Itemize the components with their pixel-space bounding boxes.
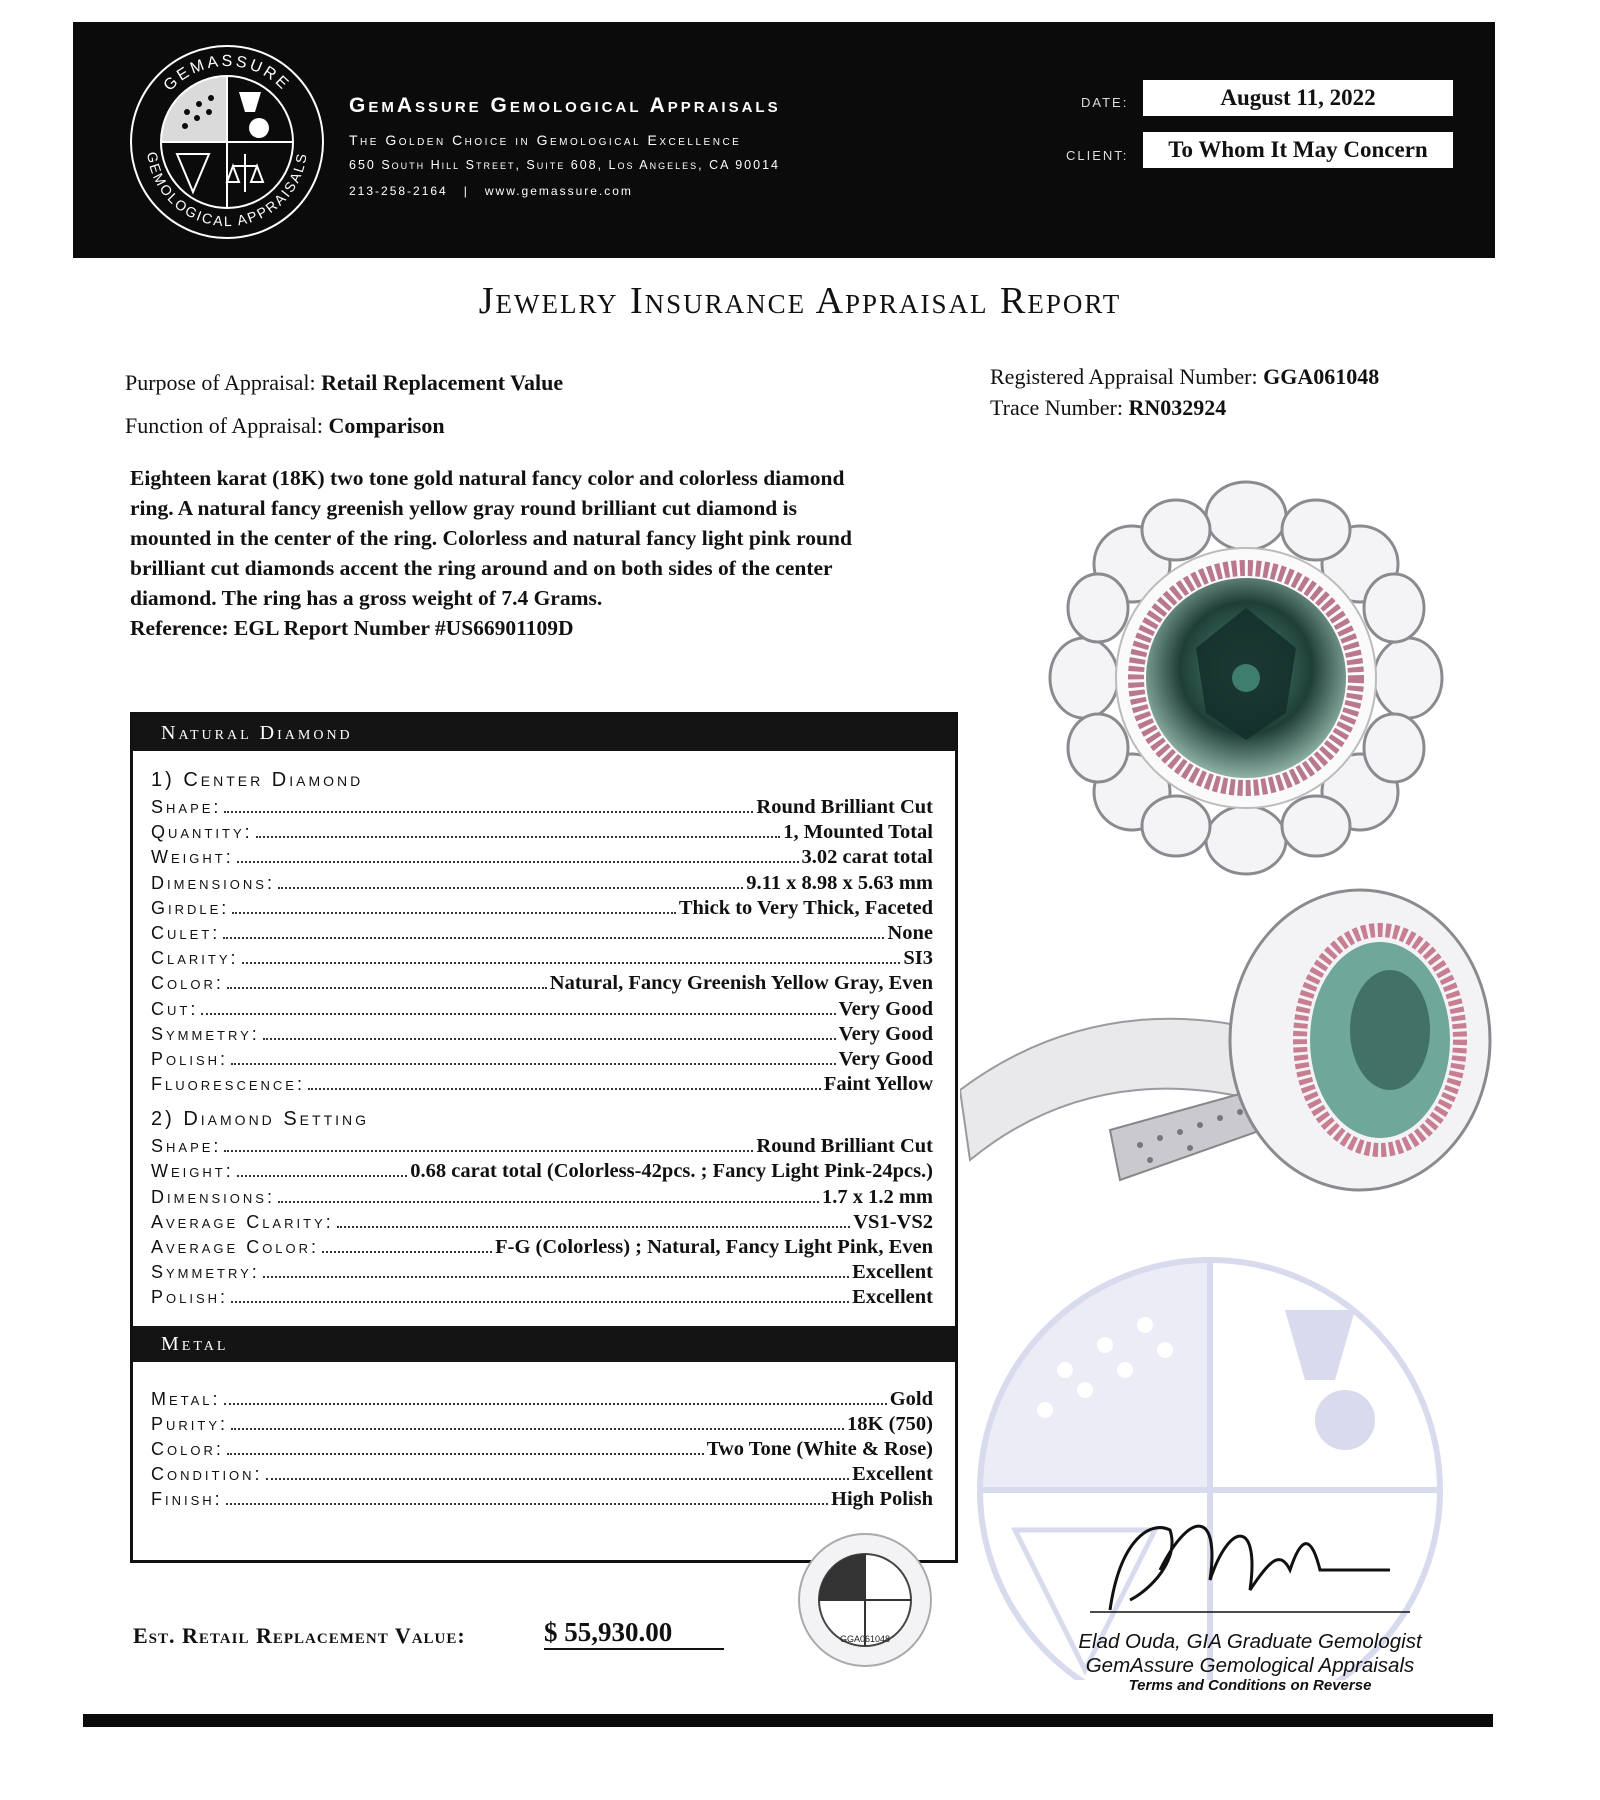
spec-label: Dimensions: xyxy=(151,872,275,893)
registered-line xyxy=(990,364,1379,390)
spec-label: Symmetry: xyxy=(151,1023,260,1044)
spec-row xyxy=(151,897,933,922)
center-diamond-heading: 1) Center Diamond xyxy=(151,769,364,791)
dot-leader xyxy=(237,1162,408,1177)
seal-stamp-number: GGA061048 xyxy=(839,1634,891,1644)
diamond-setting-heading: 2) Diamond Setting xyxy=(151,1108,370,1131)
spec-value: Natural, Fancy Greenish Yellow Gray, Even xyxy=(549,972,933,995)
spec-value: SI3 xyxy=(903,947,933,970)
trace-line xyxy=(990,395,1226,421)
dot-leader xyxy=(263,1263,849,1278)
spec-value: Round Brilliant Cut xyxy=(756,796,933,818)
spec-row xyxy=(151,1488,933,1513)
signer-company: GemAssure Gemological Appraisals xyxy=(1085,1654,1415,1677)
spec-label: Color: xyxy=(151,973,224,994)
dot-leader xyxy=(224,1137,753,1152)
dot-leader xyxy=(224,1390,887,1405)
spec-value: Excellent xyxy=(852,1261,933,1284)
spec-row xyxy=(151,872,933,897)
spec-row xyxy=(151,1236,933,1261)
dot-leader xyxy=(308,1075,821,1090)
reference-text: Reference: EGL Report Number #US66901109D xyxy=(130,616,574,640)
metal-header: Metal xyxy=(133,1326,955,1362)
spec-row xyxy=(151,1160,933,1185)
company-website: www.gemassure.com xyxy=(484,184,633,198)
terms-note: Terms and Conditions on Reverse xyxy=(1128,1677,1372,1694)
spec-row xyxy=(151,1048,933,1073)
spec-row xyxy=(151,1286,933,1311)
gemassure-seal-logo xyxy=(127,42,327,242)
spec-label: Quantity: xyxy=(151,822,253,843)
registered-label: Registered Appraisal Number: xyxy=(990,364,1258,389)
company-phone: 213-258-2164 xyxy=(349,184,448,198)
spec-value: Thick to Very Thick, Faceted xyxy=(678,896,933,919)
dot-leader xyxy=(263,1025,836,1040)
spec-row xyxy=(151,1388,933,1413)
spec-row xyxy=(151,1073,933,1098)
spec-row xyxy=(151,1438,933,1463)
spec-label: Purity: xyxy=(151,1413,229,1434)
spec-value: Excellent xyxy=(852,1286,933,1309)
dot-leader xyxy=(226,1490,828,1505)
description-text: Eighteen karat (18K) two tone gold natural fancy color and colorless diamond ring. A natural fancy greenish yellow gray round brilliant cut diamond is mounted in the center of the ring. Colorless and natural fancy light pink round brilliant cut diamonds accent the ring around and on both sides of the center diamond. The ring has a gross weight of 7.4 Grams. xyxy=(130,466,852,610)
function-value: Comparison xyxy=(328,413,445,438)
spec-label: Weight: xyxy=(151,1161,234,1182)
spec-label: Polish: xyxy=(151,1287,229,1308)
ring-side-view-image xyxy=(960,880,1520,1250)
spec-value: Faint Yellow xyxy=(823,1073,933,1096)
spec-label: Dimensions: xyxy=(151,1186,275,1207)
spec-value: Very Good xyxy=(838,1047,933,1070)
spec-row xyxy=(151,1261,933,1286)
dot-leader xyxy=(231,1288,849,1303)
dot-leader xyxy=(237,848,799,863)
spec-label: Girdle: xyxy=(151,897,230,918)
company-address: 650 South Hill Street, Suite 608, Los Angeles, CA 90014 xyxy=(349,158,780,172)
spec-value: Very Good xyxy=(838,997,933,1020)
date-value: August 11, 2022 xyxy=(1143,80,1453,116)
spec-label: Color: xyxy=(151,1438,224,1459)
signature-image xyxy=(1090,1500,1410,1630)
client-label: CLIENT: xyxy=(1066,148,1129,163)
function-line xyxy=(125,413,445,439)
dot-leader xyxy=(223,924,884,939)
spec-value: 1, Mounted Total xyxy=(783,821,933,844)
spec-label: Average Clarity: xyxy=(151,1211,334,1232)
contact-separator: | xyxy=(463,184,469,198)
spec-row xyxy=(151,821,933,846)
registered-value: GGA061048 xyxy=(1263,364,1380,389)
dot-leader xyxy=(231,1415,844,1430)
spec-row xyxy=(151,922,933,947)
spec-value: Two Tone (White & Rose) xyxy=(706,1437,933,1460)
spec-value: Very Good xyxy=(838,1022,933,1045)
spec-row xyxy=(151,1463,933,1488)
spec-label: Symmetry: xyxy=(151,1262,260,1283)
company-name: GemAssure Gemological Appraisals xyxy=(349,94,781,117)
spec-value: VS1-VS2 xyxy=(853,1210,933,1233)
spec-row xyxy=(151,998,933,1023)
spec-row xyxy=(151,1023,933,1048)
dot-leader xyxy=(242,949,901,964)
spec-label: Weight: xyxy=(151,847,234,868)
spec-label: Cut: xyxy=(151,998,199,1019)
spec-value: None xyxy=(887,921,933,944)
ring-top-view-image xyxy=(1046,478,1446,878)
spec-value: 0.68 carat total (Colorless-42pcs. ; Fancy Light Pink-24pcs.) xyxy=(410,1160,933,1183)
spec-value: 18K (750) xyxy=(847,1412,933,1435)
spec-label: Shape: xyxy=(151,1136,222,1157)
purpose-value: Retail Replacement Value xyxy=(321,370,564,395)
dot-leader xyxy=(278,874,743,889)
dot-leader xyxy=(227,1440,704,1455)
purpose-label: Purpose of Appraisal: xyxy=(125,370,316,395)
spec-value: F-G (Colorless) ; Natural, Fancy Light Pink, Even xyxy=(495,1236,933,1258)
metal-rows xyxy=(133,1388,955,1514)
natural-diamond-header: Natural Diamond xyxy=(133,715,955,751)
spec-row xyxy=(151,947,933,972)
spec-row xyxy=(151,796,933,821)
spec-label: Condition: xyxy=(151,1464,263,1485)
spec-label: Fluorescence: xyxy=(151,1074,305,1095)
specifications-box xyxy=(130,712,958,1563)
spec-label: Culet: xyxy=(151,922,221,943)
spec-value: 9.11 x 8.98 x 5.63 mm xyxy=(746,871,933,894)
spec-row xyxy=(151,1211,933,1236)
footer-bar xyxy=(83,1714,1493,1727)
client-value: To Whom It May Concern xyxy=(1143,132,1453,168)
spec-row xyxy=(151,1135,933,1160)
diamond-setting-rows xyxy=(133,1135,955,1311)
company-contact xyxy=(349,184,781,198)
spec-row xyxy=(151,846,933,871)
signer-name: Elad Ouda, GIA Graduate Gemologist xyxy=(1078,1630,1422,1653)
center-diamond-rows xyxy=(133,796,955,1098)
seal-text-bottom: GEMOLOGICAL APPRAISALS xyxy=(144,150,310,230)
dot-leader xyxy=(232,899,676,914)
function-label: Function of Appraisal: xyxy=(125,413,323,438)
estimate-value: $ 55,930.00 xyxy=(544,1617,724,1650)
spec-label: Metal: xyxy=(151,1388,221,1409)
dot-leader xyxy=(256,823,781,838)
dot-leader xyxy=(278,1188,819,1203)
spec-row xyxy=(151,1186,933,1211)
company-block xyxy=(349,94,781,198)
dot-leader xyxy=(322,1238,492,1253)
spec-value: 3.02 carat total xyxy=(801,846,933,869)
item-description xyxy=(130,463,880,643)
seal-text-top: GEMASSURE xyxy=(160,52,294,95)
date-label: DATE: xyxy=(1081,95,1129,110)
spec-value: 1.7 x 1.2 mm xyxy=(821,1185,933,1208)
spec-label: Shape: xyxy=(151,797,222,817)
spec-label: Polish: xyxy=(151,1048,229,1069)
embossed-seal-stamp xyxy=(795,1530,935,1670)
spec-label: Finish: xyxy=(151,1489,223,1510)
purpose-line xyxy=(125,370,563,396)
report-title: Jewelry Insurance Appraisal Report xyxy=(478,280,1122,322)
spec-value: High Polish xyxy=(831,1488,933,1511)
spec-label: Average Color: xyxy=(151,1237,320,1257)
spec-value: Round Brilliant Cut xyxy=(756,1135,933,1158)
dot-leader xyxy=(224,798,753,813)
trace-value: RN032924 xyxy=(1128,395,1227,420)
spec-row xyxy=(151,1413,933,1438)
spec-row xyxy=(151,972,933,997)
trace-label: Trace Number: xyxy=(990,395,1123,420)
header-bar xyxy=(73,22,1495,258)
dot-leader xyxy=(201,1000,835,1015)
spec-value: Gold xyxy=(889,1387,933,1410)
spec-value: Excellent xyxy=(852,1463,933,1486)
dot-leader xyxy=(231,1050,836,1065)
estimate-label: Est. Retail Replacement Value: xyxy=(133,1623,466,1648)
company-tagline: The Golden Choice in Gemological Excellence xyxy=(349,132,742,148)
spec-label: Clarity: xyxy=(151,948,239,969)
dot-leader xyxy=(337,1213,851,1228)
dot-leader xyxy=(266,1465,850,1480)
dot-leader xyxy=(227,974,547,989)
